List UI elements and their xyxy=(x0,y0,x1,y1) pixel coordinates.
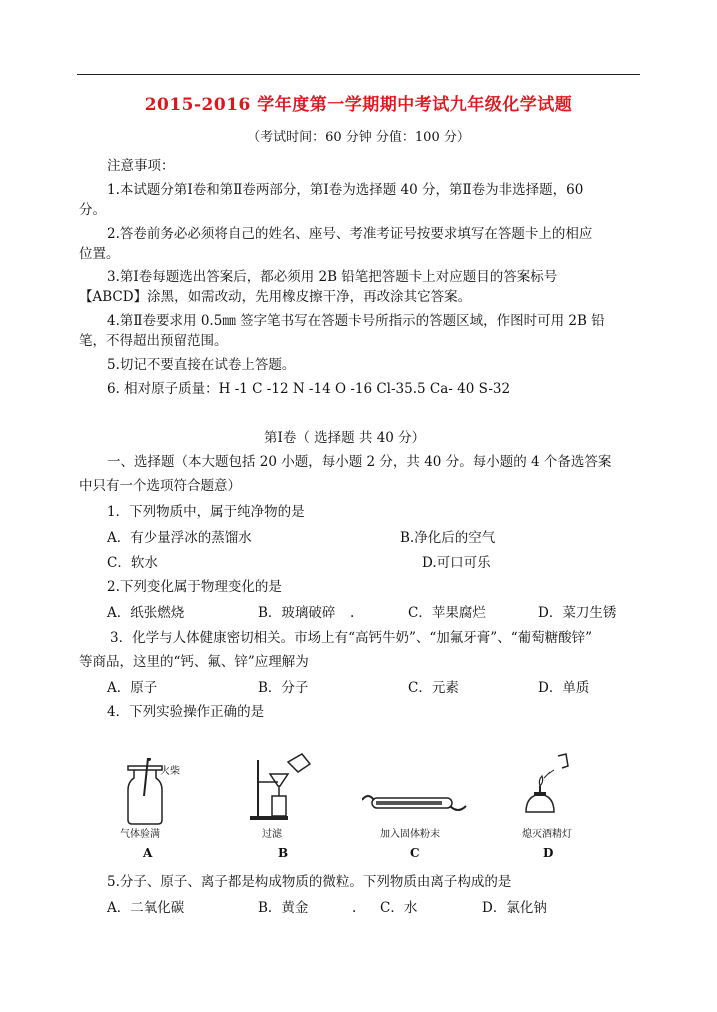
notice-item-5: 5.切记不要直接在试卷上答题。 xyxy=(107,357,296,373)
q3-option-c: C．元素 xyxy=(408,680,459,696)
section-intro: 一、选择题（本大题包括 20 小题，每小题 2 分，共 40 分。每小题的 4 个备选答案 xyxy=(107,454,612,470)
figure-a-letter: A xyxy=(143,846,153,860)
q1-option-d: D.可口可乐 xyxy=(422,555,491,571)
notice-heading: 注意事项： xyxy=(107,158,175,174)
notice-item-4: 4.第Ⅱ卷要求用 0.5㎜ 签字笔书写在答题卡号所指示的答题区域，作图时可用 2B 铅 xyxy=(107,313,605,329)
q5-stem: 5.分子、原子、离子都是构成物质的微粒。下列物质由离子构成的是 xyxy=(107,874,512,890)
figure-d-letter: D xyxy=(543,846,554,860)
stray-dot: . xyxy=(350,605,355,621)
notice-item-6: 6. 相对原子质量：H -1 C -12 N -14 O -16 Cl-35.5 Ca- 40 S-32 xyxy=(107,381,511,397)
alcohol-lamp-icon xyxy=(518,752,588,822)
q3-option-a: A．原子 xyxy=(107,680,158,696)
notice-item-3-cont: 【ABCD】涂黑，如需改动，先用橡皮擦干净，再改涂其它答案。 xyxy=(79,289,472,305)
q4-stem: 4．下列实验操作正确的是 xyxy=(107,704,265,720)
q5-option-d: D．氯化钠 xyxy=(482,900,547,916)
test-tube-powder-icon xyxy=(362,788,472,818)
figure-c-caption: 加入固体粉末 xyxy=(380,829,440,840)
q3-stem: 3．化学与人体健康密切相关。市场上有“高钙牛奶”、“加氟牙膏”、“葡萄糖酸锌” xyxy=(110,630,592,646)
figure-b-letter: B xyxy=(278,846,289,860)
notice-item-3: 3.第Ⅰ卷每题选出答案后，都必须用 2B 铅笔把答题卡上对应题目的答案标号 xyxy=(107,269,558,285)
stray-dot: . xyxy=(352,900,357,916)
q2-option-c: C．苹果腐烂 xyxy=(408,605,486,621)
q2-stem: 2.下列变化属于物理变化的是 xyxy=(107,579,282,595)
q3-option-d: D．单质 xyxy=(538,680,590,696)
notice-item-4-cont: 笔，不得超出预留范围。 xyxy=(79,333,228,349)
q1-option-a: A．有少量浮冰的蒸馏水 xyxy=(107,530,252,546)
q1-option-b: B.净化后的空气 xyxy=(400,530,496,546)
notice-item-1: 1.本试题分第Ⅰ卷和第Ⅱ卷两部分，第Ⅰ卷为选择题 40 分，第Ⅱ卷为非选择题，60 xyxy=(107,182,584,198)
q2-option-a: A．纸张燃烧 xyxy=(107,605,185,621)
match-label: 火柴 xyxy=(160,766,180,777)
notice-item-1-cont: 分。 xyxy=(79,202,106,218)
q5-option-a: A．二氧化碳 xyxy=(107,900,185,916)
figure-a-caption: 气体验满 xyxy=(120,829,160,840)
filtration-funnel-icon xyxy=(248,752,318,824)
figure-d-caption: 熄灭酒精灯 xyxy=(522,829,572,840)
section-intro-cont: 中只有一个选项符合题意） xyxy=(79,478,241,494)
q3-option-b: B．分子 xyxy=(258,680,309,696)
q2-option-b: B．玻璃破碎 xyxy=(258,605,336,621)
notice-item-2-cont: 位置。 xyxy=(79,246,120,262)
section-heading: 第Ⅰ卷（ 选择题 共 40 分） xyxy=(264,430,426,446)
top-rule xyxy=(77,74,640,75)
q5-option-c: C．水 xyxy=(380,900,418,916)
q2-option-d: D．菜刀生锈 xyxy=(538,605,617,621)
q1-option-c: C．软水 xyxy=(107,555,158,571)
exam-subtitle: （考试时间：60 分钟 分值：100 分） xyxy=(247,130,470,145)
q1-stem: 1．下列物质中，属于纯净物的是 xyxy=(107,504,305,520)
figure-c-letter: C xyxy=(410,846,420,860)
figure-b-caption: 过滤 xyxy=(262,829,282,840)
q5-option-b: B．黄金 xyxy=(258,900,309,916)
notice-item-2: 2.答卷前务必必须将自己的姓名、座号、考准考证号按要求填写在答题卡上的相应 xyxy=(107,226,593,242)
q3-stem-cont: 等商品，这里的“钙、氟、锌”应理解为 xyxy=(79,654,309,670)
exam-title: 2015-2016 学年度第一学期期中考试九年级化学试题 xyxy=(144,95,573,115)
